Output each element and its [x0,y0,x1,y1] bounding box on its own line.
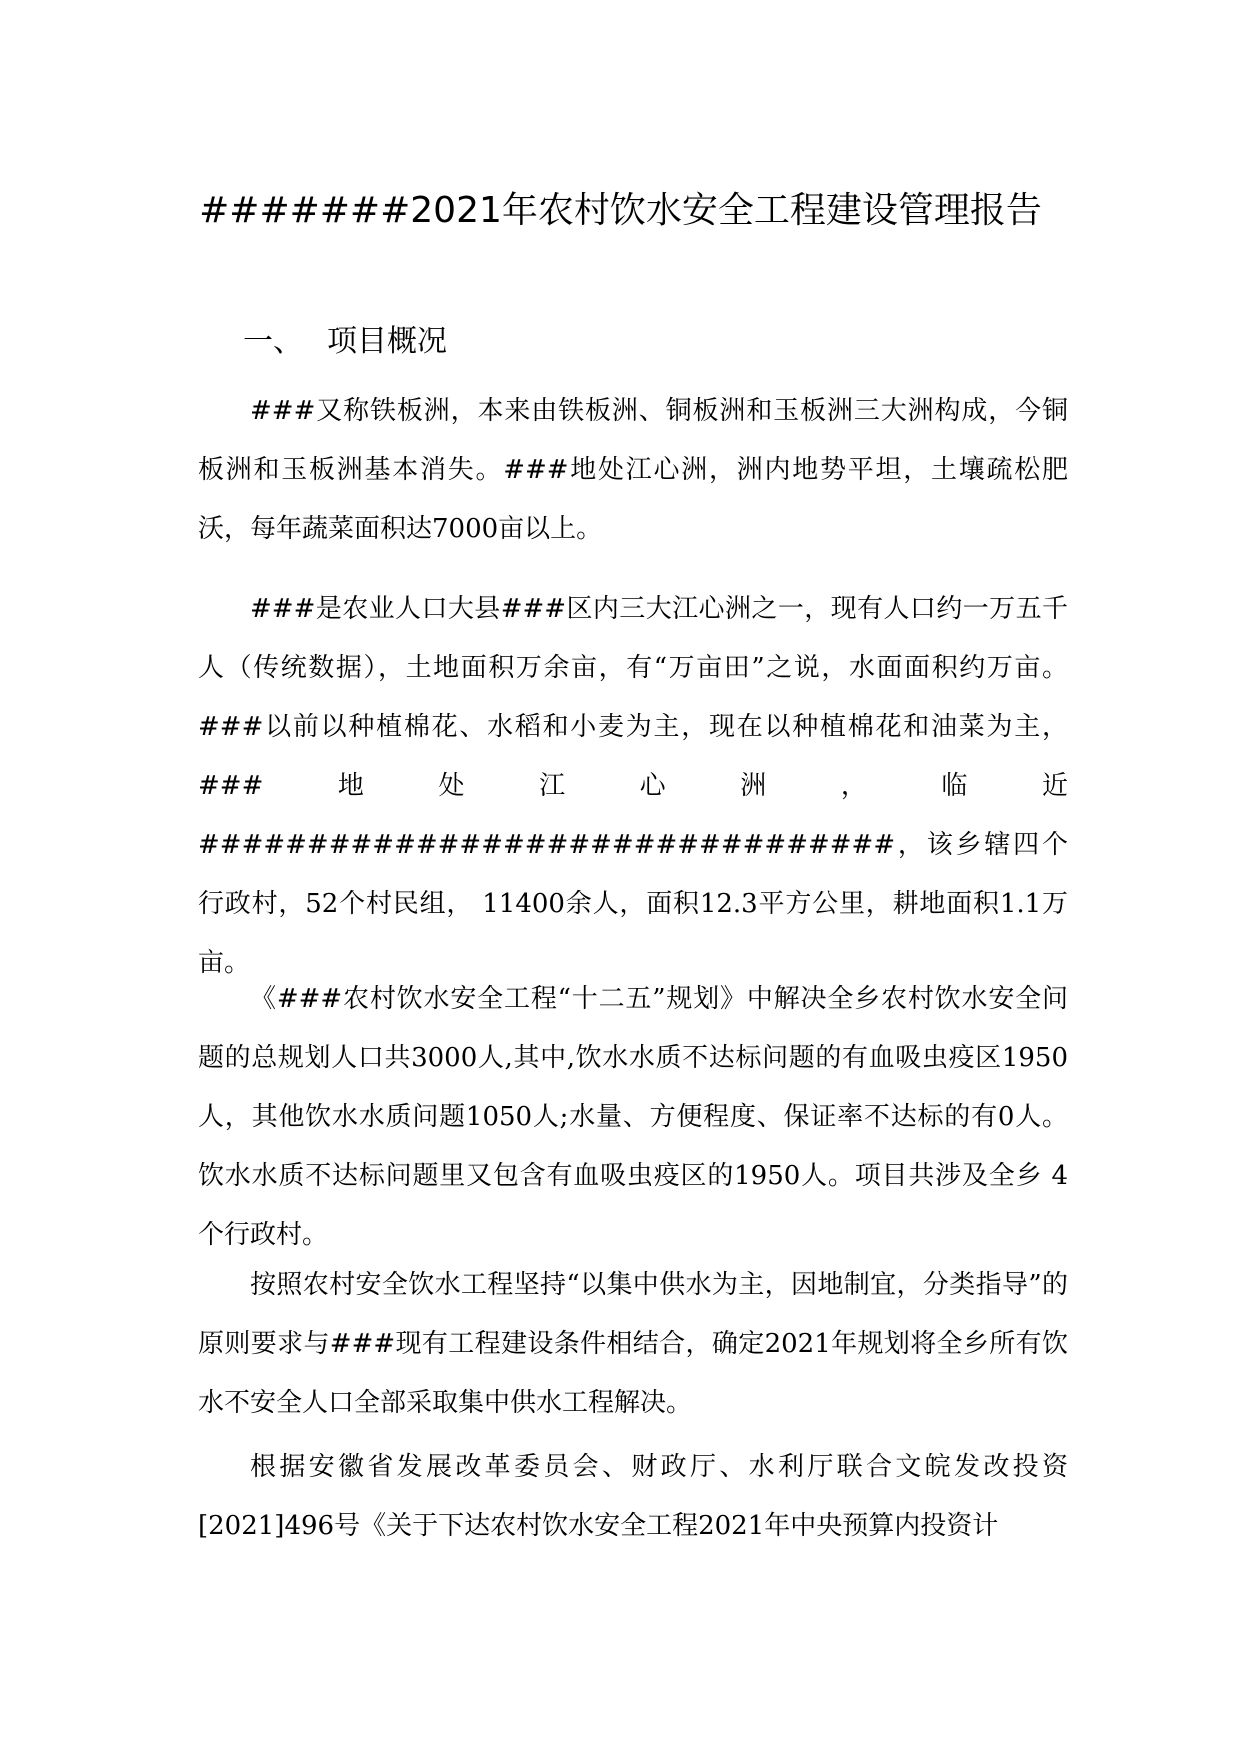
paragraph: 按照农村安全饮水工程坚持“以集中供水为主，因地制宜，分类指导”的原则要求与###现有工程建设条件相结合，确定2021年规划将全乡所有饮水不安全人口全部采取集中供水工程解决。 [198,1270,1068,1418]
paragraph: ###是农业人口大县###区内三大江心洲之一，现有人口约一万五千人（传统数据），土地面积万余亩，有“万亩田”之说，水面面积约万亩。###以前以种植棉花、水稻和小麦为主，现在以种植棉花和油菜为主，###地处江心洲，临近################################，该乡辖四个行政村，52个村民组， 11400余人，面积12.3平方公里，耕地面积1.1万亩。 [198,594,1068,978]
paragraph-2-block [198,580,1068,993]
section-title: 项目概况 [327,324,447,359]
paragraph-5-block [198,1438,1068,1556]
paragraph-1-block [198,382,1068,559]
paragraph-3-block [198,970,1068,1265]
paragraph-4-block [198,1256,1068,1433]
section-number: 一、 [243,324,303,359]
document-title: #######2021年农村饮水安全工程建设管理报告 [199,190,1042,231]
section-heading [243,320,447,364]
paragraph: 根据安徽省发展改革委员会、财政厅、水利厅联合文皖发改投资[2021]496号《关于下达农村饮水安全工程2021年中央预算内投资计 [198,1452,1068,1541]
paragraph: ###又称铁板洲，本来由铁板洲、铜板洲和玉板洲三大洲构成，今铜板洲和玉板洲基本消失。###地处江心洲，洲内地势平坦，土壤疏松肥沃，每年蔬菜面积达7000亩以上。 [198,396,1068,544]
paragraph: 《###农村饮水安全工程“十二五”规划》中解决全乡农村饮水安全问题的总规划人口共3000人,其中,饮水水质不达标问题的有血吸虫疫区1950人，其他饮水水质问题1050人;水量、方便程度、保证率不达标的有0人。饮水水质不达标问题里又包含有血吸虫疫区的1950人。项目共涉及全乡 4个行政村。 [198,984,1068,1250]
